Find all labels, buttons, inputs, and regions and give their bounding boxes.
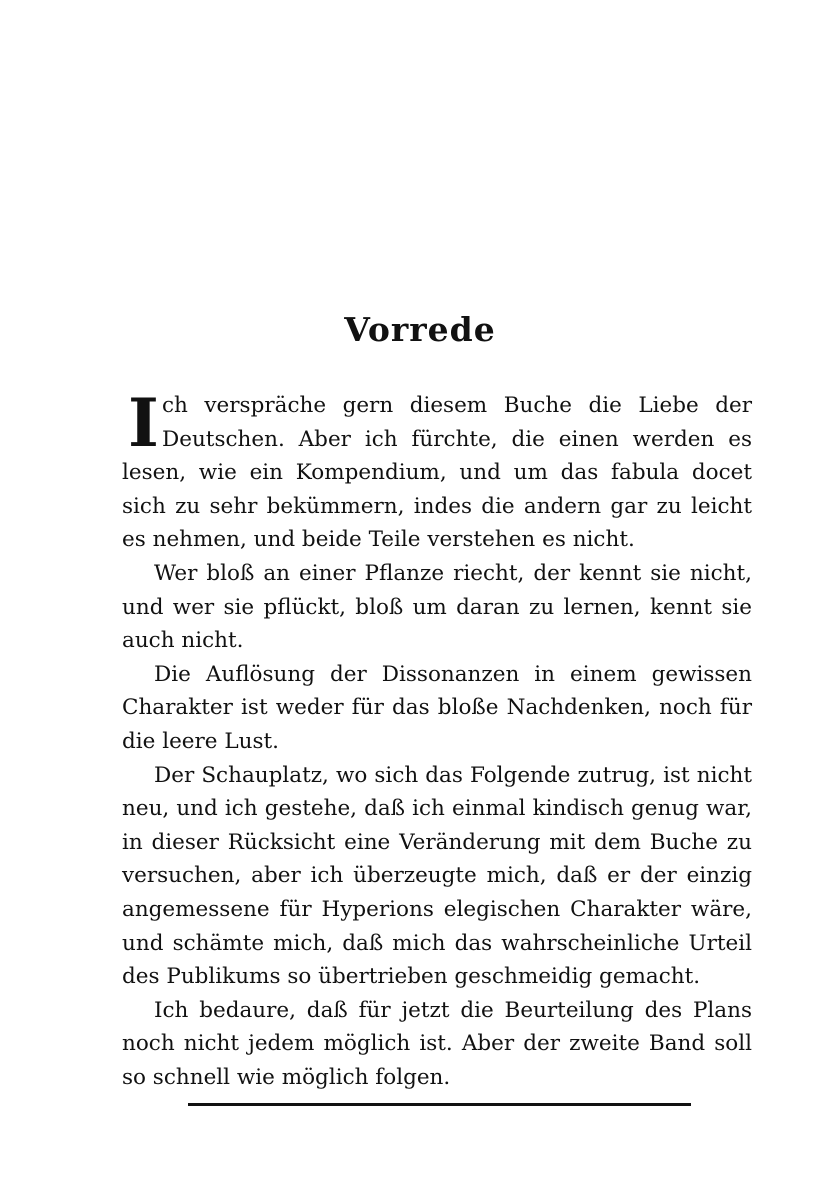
paragraph-1-text: ch verspräche gern diesem Buche die Liebe der Deutschen. Aber ich fürchte, die einen werden es lesen, wie ein Kompendium, und um das fabula docet sich zu sehr bekümmern, indes die andern gar zu leicht es nehmen, und beide Teile verstehen es nicht.	[122, 393, 752, 553]
drop-cap-initial: I	[128, 384, 159, 462]
body-text	[122, 384, 752, 1094]
paragraph-3: Die Auflösung der Dissonanzen in einem gewissen Charakter ist weder für das bloße Nachdenken, noch für die leere Lust.	[122, 661, 752, 754]
paragraph-2: Wer bloß an einer Pflanze riecht, der kennt sie nicht, und wer sie pflückt, bloß um daran zu lernen, kennt sie auch nicht.	[122, 560, 752, 654]
paragraph-5: Ich bedaure, daß für jetzt die Beurteilung des Plans noch nicht jedem möglich ist. Aber der zweite Band soll so schnell wie möglich folgen.	[122, 997, 752, 1090]
paragraph-1	[122, 384, 752, 557]
paragraph-4: Der Schauplatz, wo sich das Folgende zutrug, ist nicht neu, und ich gestehe, daß ich einmal kindisch genug war, in dieser Rücksicht eine Veränderung mit dem Buche zu versuchen, aber ich überzeugte mich, daß er der einzig angemessene für Hyperions elegischen Charakter wäre, und schämte mich, daß mich das wahrscheinliche Urteil des Publikums so übertrieben geschmeidig gemacht.	[122, 762, 752, 990]
closing-rule	[188, 1103, 691, 1106]
page-title: Vorrede	[344, 310, 496, 349]
